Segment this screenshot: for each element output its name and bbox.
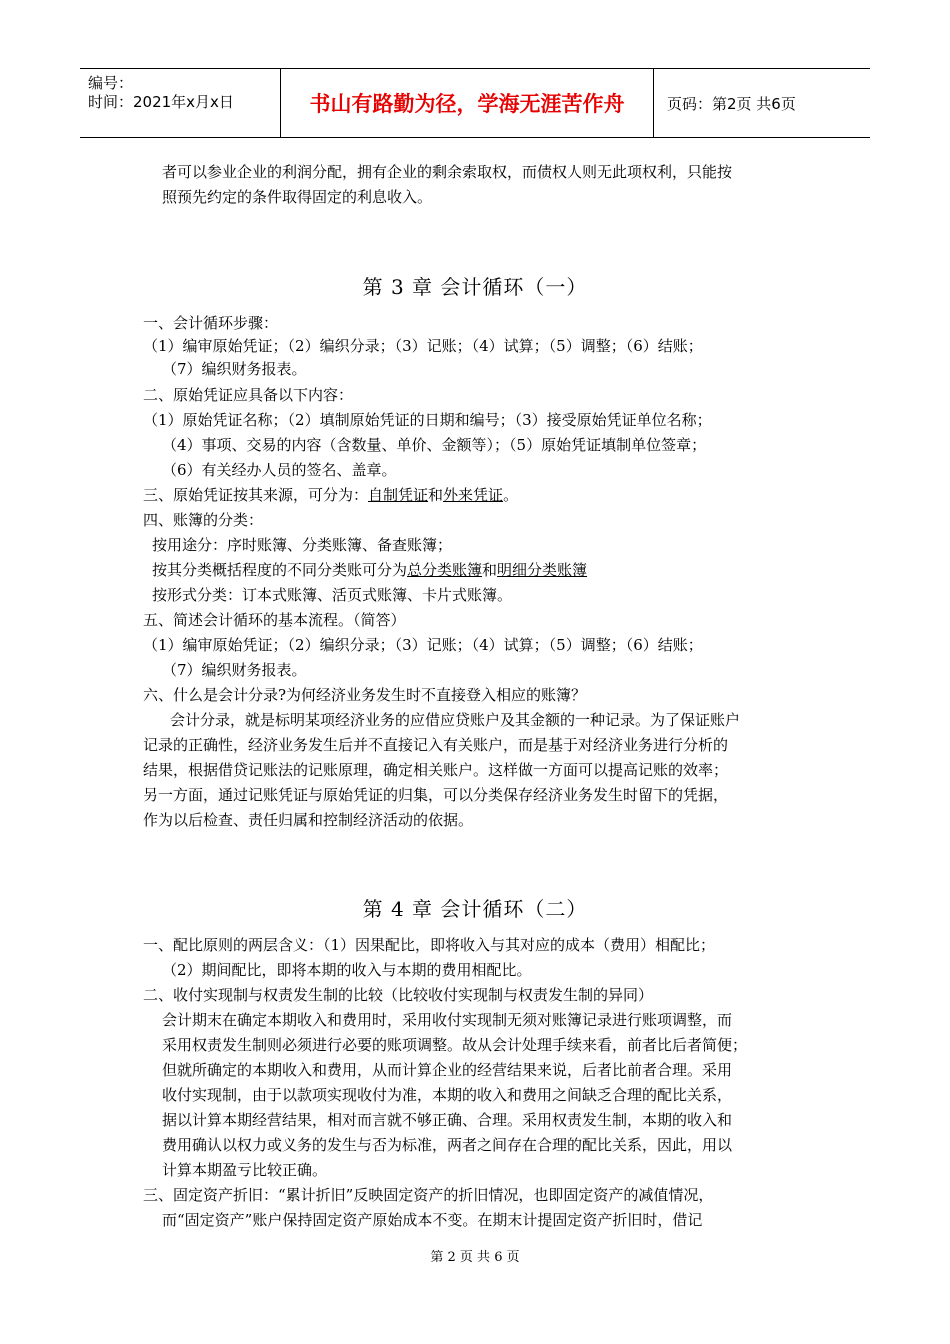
ch3-s6-para-2: 记录的正确性，经济业务发生后并不直接记入有关账户，而是基于对经济业务进行分析的 [143,736,729,754]
ch3-s2-line-3: （6）有关经办人员的签名、盖章。 [162,461,397,479]
ch4-s2-para-1: 会计期末在确定本期收入和费用时，采用收付实现制无须对账簿记录进行账项调整，而 [162,1011,733,1029]
ch4-s3-line-1: 三、固定资产折旧：“累计折旧”反映固定资产的折旧情况，也即固定资产的减值情况， [143,1186,714,1204]
ch4-s2-para-4: 收付实现制，由于以款项实现收付为准，本期的收入和费用之间缺乏合理的配比关系， [162,1086,733,1104]
chapter-3-title: 第 3 章 会计循环（一） [362,275,588,299]
ch3-s4-term-2: 明细分类账簿 [497,561,588,579]
ch3-s4-line-2 [152,560,587,580]
page-footer: 第 2 页 共 6 页 [430,1250,520,1265]
ch3-s4-term-1: 总分类账簿 [407,561,483,579]
ch3-s4-prefix: 按其分类概括程度的不同分类账可分为 [152,561,408,579]
ch4-s2-heading: 二、收付实现制与权责发生制的比较（比较收付实现制与权责发生制的异同） [143,986,654,1004]
ch3-s3-prefix: 三、原始凭证按其来源，可分为： [143,486,369,504]
intro-line-1: 者可以参业企业的利润分配，拥有企业的剩余索取权，而债权人则无此项权利，只能按 [162,163,733,181]
ch3-s2-line-1: （1）原始凭证名称；（2）填制原始凭证的日期和编号；（3）接受原始凭证单位名称； [143,411,712,429]
ch3-s5-line-1: （1）编审原始凭证；（2）编织分录；（3）记账；（4）试算；（5）调整；（6）结账； [143,636,703,654]
ch4-s2-para-5: 据以计算本期经营结果，相对而言就不够正确、合理。采用权责发生制，本期的收入和 [162,1111,733,1129]
ch4-s2-para-3: 但就所确定的本期收入和费用，从而计算企业的经营结果来说，后者比前者合理。采用 [162,1061,733,1079]
chapter-4-title: 第 4 章 会计循环（二） [362,897,588,921]
ch3-s2-heading: 二、原始凭证应具备以下内容： [143,386,354,404]
ch3-s6-para-5: 作为以后检查、责任归属和控制经济活动的依据。 [143,811,474,829]
ch3-s5-line-2: （7）编织财务报表。 [162,661,307,679]
ch3-s1-heading: 一、会计循环步骤： [143,314,279,332]
ch3-s3-term-2: 外来凭证 [443,486,504,504]
page-header [80,68,870,138]
ch3-s2-line-2: （4）事项、交易的内容（含数量、单价、金额等）；（5）原始凭证填制单位签章； [162,436,707,454]
ch3-s1-line-1: （1）编审原始凭证；（2）编织分录；（3）记账；（4）试算；（5）调整；（6）结账； [143,337,703,355]
ch4-s2-para-7: 计算本期盈亏比较正确。 [162,1161,328,1179]
ch4-s1-line-1: 一、配比原则的两层含义：（1）因果配比，即将收入与其对应的成本（费用）相配比； [143,936,716,954]
ch4-s1-line-2: （2）期间配比，即将本期的收入与本期的费用相配比。 [162,961,532,979]
ch3-s3-line [143,485,518,505]
ch3-s4-heading: 四、账簿的分类： [143,511,264,529]
ch3-s4-line-1: 按用途分：序时账簿、分类账簿、备查账簿； [152,536,453,554]
ch3-s3-and: 和 [428,486,444,504]
header-motto: 书山有路勤为径，学海无涯苦作舟 [280,69,654,137]
ch3-s1-line-2: （7）编织财务报表。 [162,360,307,378]
ch4-s3-line-2: 而“固定资产”账户保持固定资产原始成本不变。在期末计提固定资产折旧时，借记 [162,1211,703,1229]
ch3-s3-end: 。 [503,486,519,504]
ch3-s4-line-3: 按形式分类：订本式账簿、活页式账簿、卡片式账簿。 [152,586,513,604]
ch3-s6-heading: 六、什么是会计分录?为何经济业务发生时不直接登入相应的账簿？ [143,686,587,704]
header-page-info: 页码：第2页 共6页 [667,94,796,113]
number-label: 编号： [88,74,134,92]
ch3-s3-term-1: 自制凭证 [368,486,429,504]
ch4-s2-para-2: 采用权责发生制则必须进行必要的账项调整。故从会计处理手续来看，前者比后者简便； [162,1036,748,1054]
ch3-s6-para-1: 会计分录，就是标明某项经济业务的应借应贷账户及其金额的一种记录。为了保证账户 [170,711,741,729]
ch3-s5-heading: 五、简述会计循环的基本流程。（简答） [143,611,406,629]
ch3-s6-para-4: 另一方面，通过记账凭证与原始凭证的归集，可以分类保存经济业务发生时留下的凭据， [143,786,729,804]
header-left [80,69,280,137]
ch3-s4-and: 和 [482,561,498,579]
ch4-s2-para-6: 费用确认以权力或义务的发生与否为标准，两者之间存在合理的配比关系，因此，用以 [162,1136,733,1154]
intro-line-2: 照预先约定的条件取得固定的利息收入。 [162,188,433,206]
date-label: 时间：2021年x月x日 [88,93,234,111]
ch3-s6-para-3: 结果，根据借贷记账法的记账原理，确定相关账户。这样做一方面可以提高记账的效率； [143,761,729,779]
